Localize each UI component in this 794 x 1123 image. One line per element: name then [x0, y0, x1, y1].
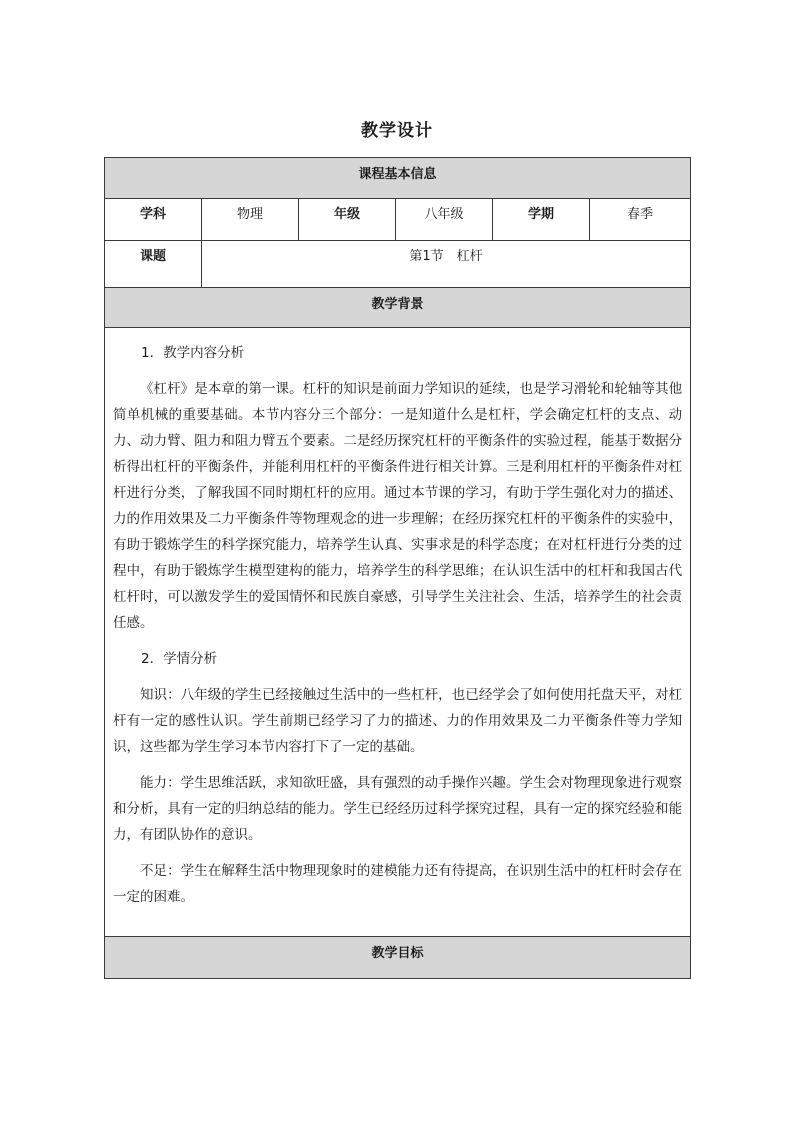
ability-paragraph: 能力：学生思维活跃，求知欲旺盛，具有强烈的动手操作兴趣。学生会对物理现象进行观察和分析，具有一定的归纳总结的能力。学生已经经历过科学探究过程，具有一定的探究经验和能力，有团队协作的意识。 [113, 775, 683, 843]
topic-label: 课题 [105, 241, 202, 288]
content-analysis-paragraph: 《杠杆》是本章的第一课。杠杆的知识是前面力学知识的延续，也是学习滑轮和轮轴等其他简单机械的重要基础。本节内容分三个部分：一是知道什么是杠杆，学会确定杠杆的支点、动力、动力臂、阻力和阻力臂五个要素。二是经历探究杠杆的平衡条件的实验过程，能基于数据分析得出杠杆的平衡条件，并能利用杠杆的平衡条件进行相关计算。三是利用杠杆的平衡条件对杠杆进行分类，了解我国不同时期杠杆的应用。通过本节课的学习，有助于学生强化对力的描述、力的作用效果及二力平衡条件等物理观念的进一步理解；在经历探究杠杆的平衡条件的实验中，有助于锻炼学生的科学探究能力，培养学生认真、实事求是的科学态度；在对杠杆进行分类的过程中，有助于锻炼学生模型建构的能力，培养学生的科学思维；在认识生活中的杠杆和我国古代杠杆时，可以激发学生的爱国情怀和民族自豪感，引导学生关注社会、生活，培养学生的社会责任感。 [113, 381, 683, 631]
section-header-objectives: 教学目标 [105, 937, 691, 979]
deficiency-paragraph: 不足：学生在解释生活中物理现象时的建模能力还有待提高，在识别生活中的杠杆时会存在一定的困难。 [113, 863, 683, 905]
background-content [105, 328, 691, 937]
knowledge-paragraph: 知识：八年级的学生已经接触过生活中的一些杠杆，也已经学会了如何使用托盘天平，对杠杆有一定的感性认识。学生前期已经学习了力的描述、力的作用效果及二力平衡条件等力学知识，这些都为学生学习本节内容打下了一定的基础。 [113, 687, 683, 755]
grade-label: 年级 [299, 199, 396, 241]
section-header-background: 教学背景 [105, 288, 691, 328]
student-analysis-heading: 2．学情分析 [141, 651, 218, 667]
term-value: 春季 [590, 199, 691, 241]
subject-label: 学科 [105, 199, 202, 241]
lesson-plan-table [104, 157, 691, 979]
term-label: 学期 [493, 199, 590, 241]
section-header-basic-info: 课程基本信息 [105, 158, 691, 199]
document-title: 教学设计 [361, 121, 433, 141]
topic-value: 第1节 杠杆 [202, 241, 691, 288]
content-analysis-heading: 1．教学内容分析 [141, 345, 245, 361]
subject-value: 物理 [202, 199, 299, 241]
grade-value: 八年级 [396, 199, 493, 241]
